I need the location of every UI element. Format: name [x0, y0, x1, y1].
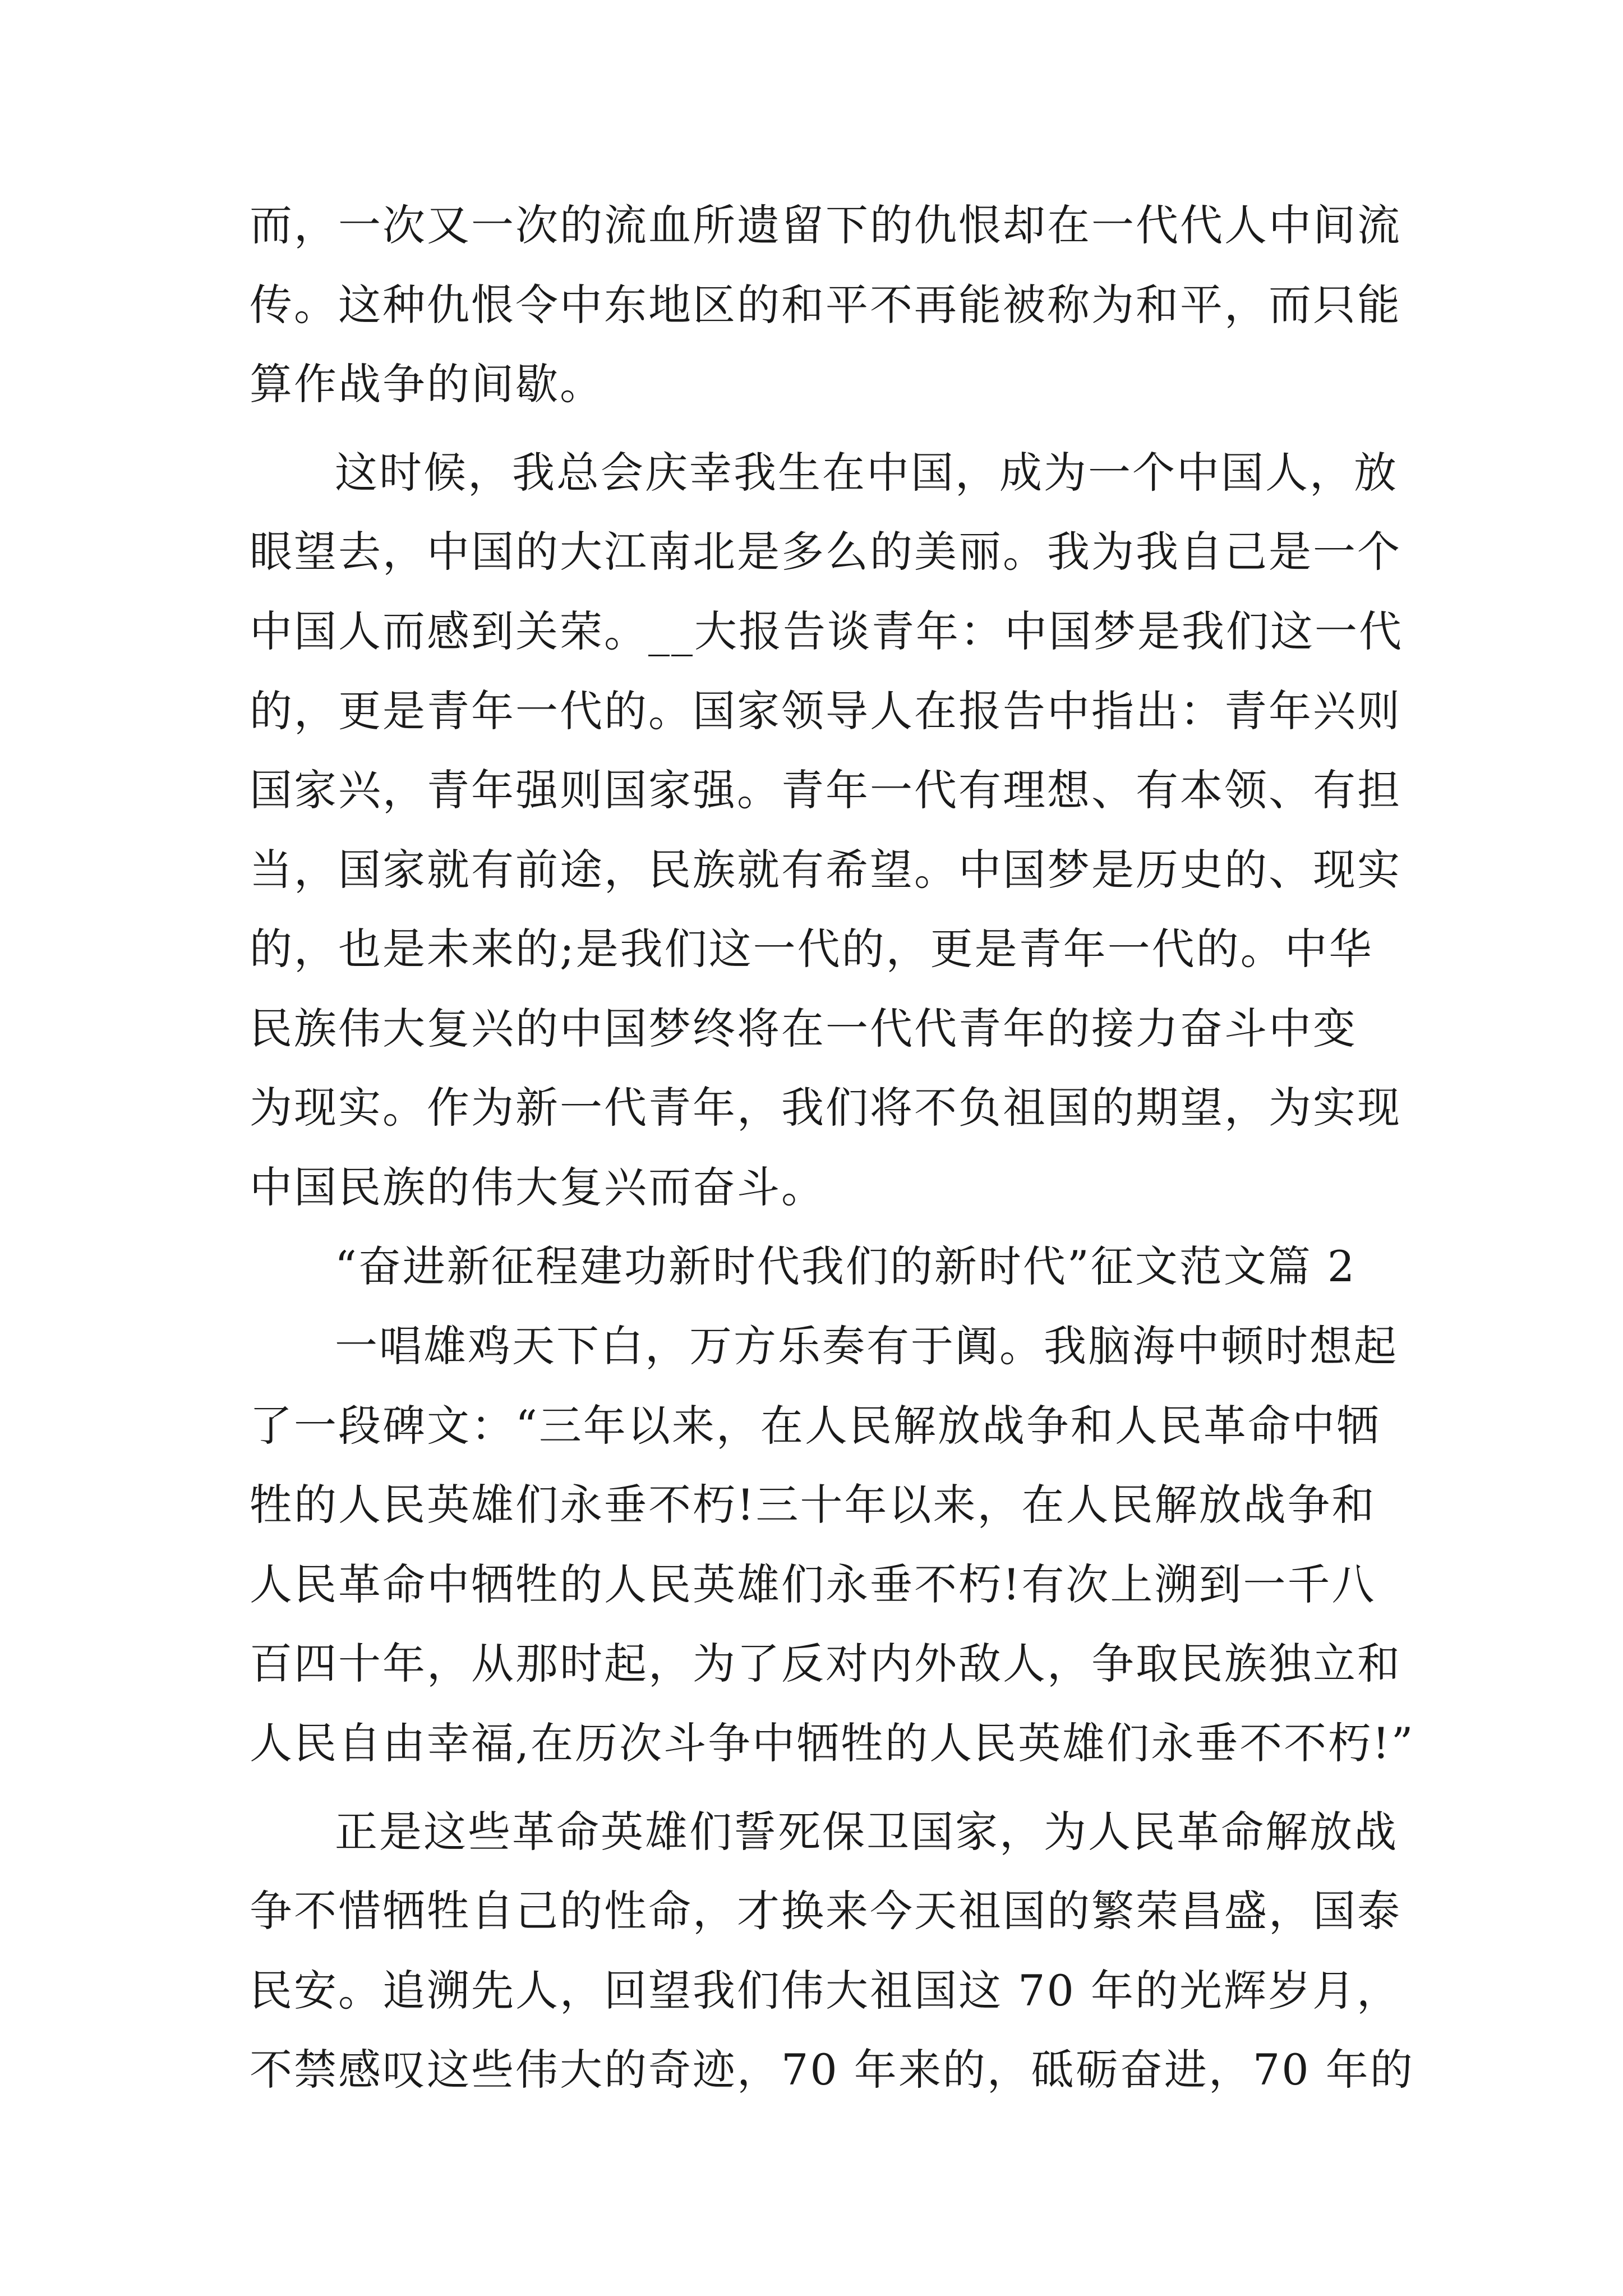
text-line: 国家兴，青年强则国家强。青年一代有理想、有本领、有担 — [250, 765, 1401, 815]
text-line: 人民自由幸福,在历次斗争中牺牲的人民英雄们永垂不不朽!” — [250, 1718, 1415, 1768]
text-line: 争不惜牺牲自己的性命，才换来今天祖国的繁荣昌盛，国泰 — [250, 1886, 1401, 1936]
paragraph-start-line: 这时候，我总会庆幸我生在中国，成为一个中国人，放 — [335, 448, 1398, 498]
text-line: 的，更是青年一代的。国家领导人在报告中指出：青年兴则 — [250, 686, 1401, 736]
paragraph-start-line: 一唱雄鸡天下白，万方乐奏有于阗。我脑海中顿时想起 — [335, 1321, 1398, 1371]
text-line: 民族伟大复兴的中国梦终将在一代代青年的接力奋斗中变 — [250, 1004, 1357, 1053]
text-line: 算作战争的间歇。 — [250, 359, 604, 409]
paragraph-start-line: 正是这些革命英雄们誓死保卫国家，为人民革命解放战 — [335, 1807, 1398, 1857]
text-line: 不禁感叹这些伟大的奇迹，70 年来的，砥砺奋进，70 年的 — [250, 2045, 1414, 2095]
text-line: 眼望去，中国的大江南北是多么的美丽。我为我自己是一个 — [250, 527, 1401, 577]
text-line: 百四十年，从那时起，为了反对内外敌人，争取民族独立和 — [250, 1639, 1401, 1688]
text-line: 中国民族的伟大复兴而奋斗。 — [250, 1162, 826, 1212]
text-line: 人民革命中牺牲的人民英雄们永垂不朽!有次上溯到一千八 — [250, 1559, 1376, 1609]
text-line: 了一段碑文：“三年以来，在人民解放战争和人民革命中牺 — [250, 1401, 1381, 1451]
text-line: 当，国家就有前途，民族就有希望。中国梦是历史的、现实 — [250, 845, 1401, 895]
text-line: 的，也是未来的;是我们这一代的，更是青年一代的。中华 — [250, 924, 1373, 974]
section-heading: “奋进新征程建功新时代我们的新时代”征文范文篇 2 — [335, 1241, 1357, 1291]
text-line: 而，一次又一次的流血所遗留下的仇恨却在一代代人中间流 — [250, 200, 1401, 250]
text-line: 传。这种仇恨令中东地区的和平不再能被称为和平，而只能 — [250, 280, 1401, 330]
text-line: 民安。追溯先人，回望我们伟大祖国这 70 年的光辉岁月， — [250, 1966, 1401, 2016]
text-line: 为现实。作为新一代青年，我们将不负祖国的期望，为实现 — [250, 1083, 1401, 1133]
text-line: 中国人而感到关荣。__大报告谈青年：中国梦是我们这一代 — [250, 606, 1403, 656]
text-line: 牲的人民英雄们永垂不朽!三十年以来，在人民解放战争和 — [250, 1480, 1376, 1530]
